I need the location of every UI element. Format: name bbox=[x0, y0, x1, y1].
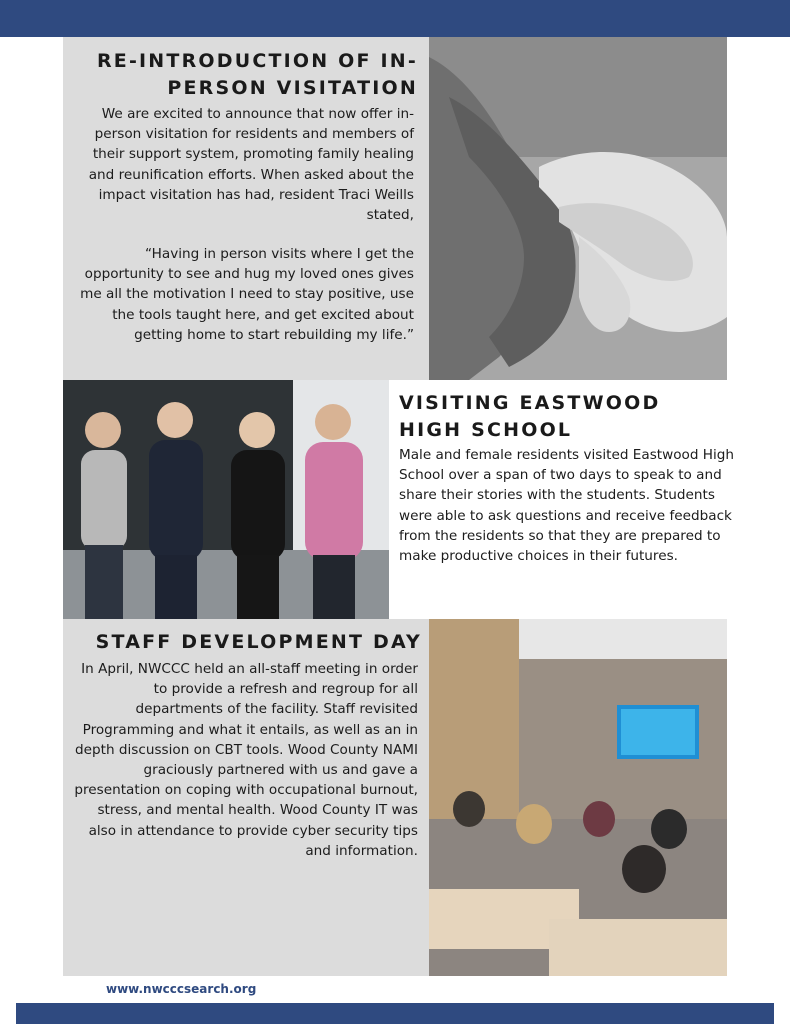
visitation-quote: “Having in person visits where I get the opportunity to see and hug my loved ones gives me all the motivation I need to stay positive, use the tools taught here, and get excited about getting home to start rebuilding my life.” bbox=[80, 246, 414, 343]
holding-hands-photo bbox=[429, 37, 727, 380]
eastwood-body: Male and female residents visited Eastwood High School over a span of two days to speak to and share their stories with the students. Students were able to ask questions and receive feedback from the residents so that they are prepared to make productive choices in their futures. bbox=[399, 447, 735, 565]
visitation-heading-line-1: RE-INTRODUCTION OF IN- bbox=[96, 50, 418, 72]
website-link[interactable]: www.nwcccsearch.org bbox=[106, 982, 257, 996]
visitation-body: We are excited to announce that now offer in-person visitation for residents and members of their support system, promoting family healing and reunification efforts. When asked about the impact visitation has had, resident Traci Weills stated, bbox=[88, 106, 414, 224]
eastwood-heading bbox=[399, 390, 729, 444]
visitation-heading bbox=[80, 48, 418, 102]
top-banner bbox=[0, 0, 790, 37]
group-photo bbox=[63, 380, 389, 619]
visitation-heading-line-2: PERSON VISITATION bbox=[167, 77, 418, 99]
staff-meeting-photo bbox=[429, 619, 727, 976]
staff-day-body: In April, NWCCC held an all-staff meeting in order to provide a refresh and regroup for all departments of the facility. Staff revisited Programming and what it entails, as well as an in depth discussion on CBT tools. Wood County NAMI graciously partnered with us and gave a presentation on coping with occupational burnout, stress, and mental health. Wood County IT was also in attendance to provide cyber security tips and information. bbox=[74, 661, 418, 859]
eastwood-heading-line-1: VISITING EASTWOOD bbox=[399, 392, 661, 414]
staff-day-heading: STAFF DEVELOPMENT DAY bbox=[95, 631, 422, 653]
eastwood-heading-line-2: HIGH SCHOOL bbox=[399, 419, 573, 441]
bottom-banner bbox=[16, 1003, 774, 1024]
